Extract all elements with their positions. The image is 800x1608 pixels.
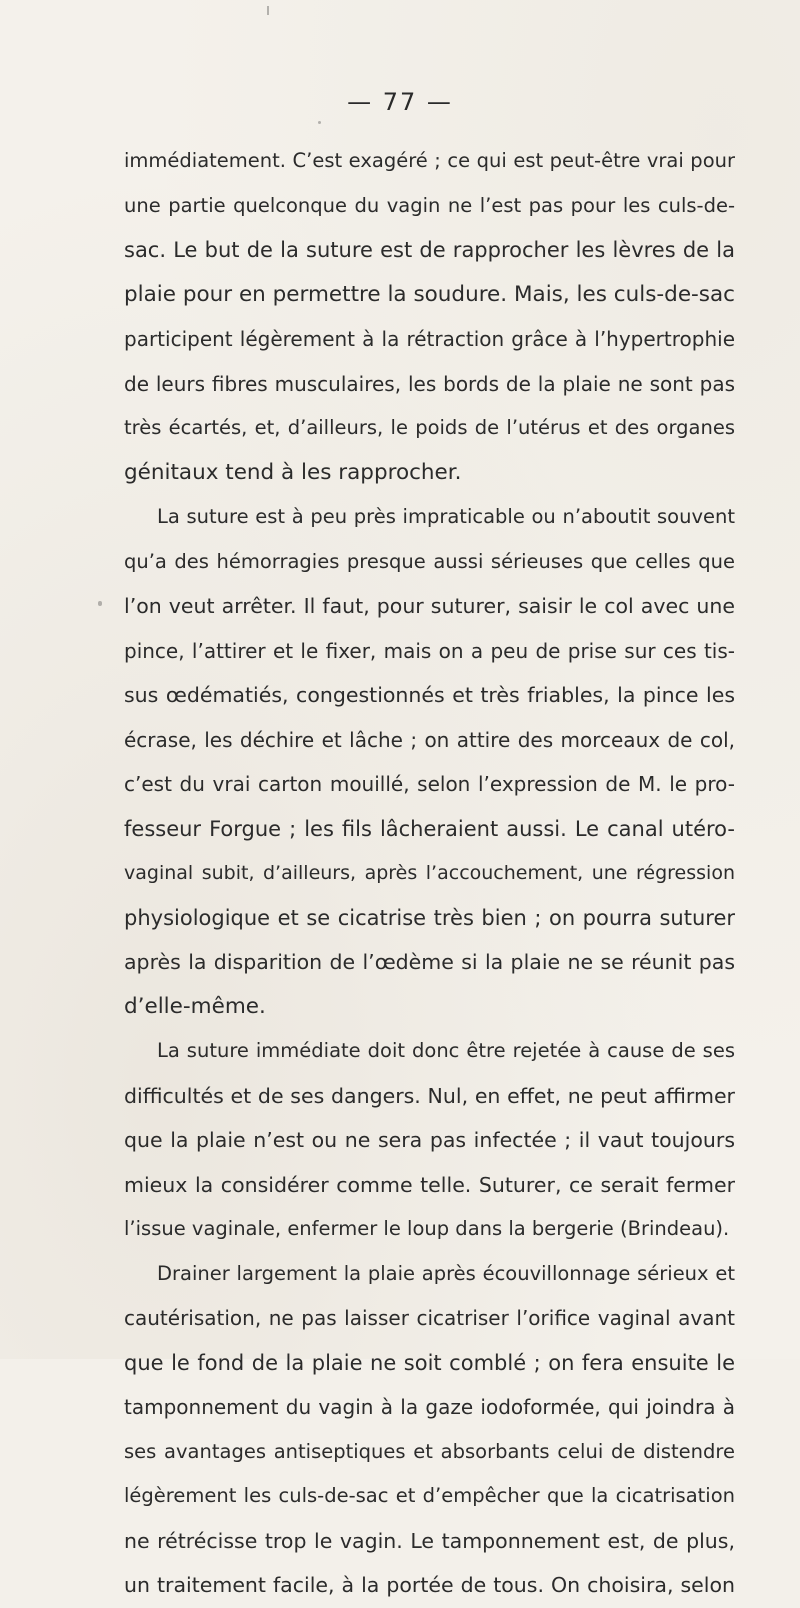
text-line: que la plaie n’est ou ne sera pas infectée ; il vaut toujours	[124, 1128, 735, 1152]
scan-speck	[267, 6, 269, 15]
text-line: immédiatement. C’est exagéré ; ce qui est peut-être vrai pour	[124, 149, 735, 172]
text-line: c’est du vrai carton mouillé, selon l’expression de M. le pro-	[124, 772, 735, 796]
text-line: participent légèrement à la rétraction grâce à l’hypertrophie	[124, 327, 735, 351]
text-line: une partie quelconque du vagin ne l’est pas pour les culs-de-	[124, 193, 735, 217]
text-line: plaie pour en permettre la soudure. Mais, les culs-de-sac	[124, 281, 735, 307]
text-line: physiologique et se cicatrise très bien ; on pourra suturer	[124, 905, 735, 930]
text-line: très écartés, et, d’ailleurs, le poids de l’utérus et des organes	[124, 416, 735, 439]
page-number: — 77 —	[347, 88, 453, 116]
text-line: tamponnement du vagin à la gaze iodoformée, qui joindra à	[124, 1395, 735, 1419]
text-line: vaginal subit, d’ailleurs, après l’accouchement, une régression	[124, 862, 735, 884]
text-line: après la disparition de l’œdème si la plaie ne se réunit pas	[124, 950, 735, 974]
text-line: de leurs fibres musculaires, les bords de la plaie ne sont pas	[124, 371, 735, 396]
text-line: un traitement facile, à la portée de tous. On choisira, selon	[124, 1573, 735, 1597]
text-line: génitaux tend à les rapprocher.	[124, 459, 462, 485]
body-text	[124, 139, 735, 1608]
text-line: qu’a des hémorragies presque aussi sérieuses que celles que	[124, 549, 735, 573]
text-line: l’on veut arrêter. Il faut, pour suturer, saisir le col avec une	[124, 594, 735, 618]
text-line: d’elle-même.	[124, 993, 266, 1019]
text-line: ne rétrécisse trop le vagin. Le tamponnement est, de plus,	[124, 1528, 735, 1553]
text-line: La suture est à peu près impraticable ou n’aboutit souvent	[157, 505, 735, 528]
text-line: fesseur Forgue ; les fils lâcheraient aussi. Le canal utéro-	[124, 816, 735, 841]
text-line: que le fond de la plaie ne soit comblé ; on fera ensuite le	[124, 1350, 735, 1375]
text-line: Drainer largement la plaie après écouvillonnage sérieux et	[157, 1261, 735, 1285]
text-line: cautérisation, ne pas laisser cicatriser l’orifice vaginal avant	[124, 1306, 735, 1330]
text-line: légèrement les culs-de-sac et d’empêcher que la cicatrisation	[124, 1484, 735, 1507]
text-line: ses avantages antiseptiques et absorbants celui de distendre	[124, 1439, 735, 1463]
scan-speck	[98, 601, 102, 606]
scan-speck	[318, 121, 321, 124]
text-line: difficultés et de ses dangers. Nul, en effet, ne peut affirmer	[124, 1083, 735, 1108]
text-line: écrase, les déchire et lâche ; on attire des morceaux de col,	[124, 727, 735, 752]
text-line: sus œdématiés, congestionnés et très friables, la pince les	[124, 683, 735, 707]
text-line: sac. Le but de la suture est de rapprocher les lèvres de la	[124, 238, 735, 262]
text-line: pince, l’attirer et le fixer, mais on a peu de prise sur ces tis-	[124, 638, 735, 663]
text-line: mieux la considérer comme telle. Suturer, ce serait fermer	[124, 1172, 735, 1197]
text-line: l’issue vaginale, enfermer le loup dans la bergerie (Brindeau).	[124, 1217, 730, 1240]
text-line: La suture immédiate doit donc être rejetée à cause de ses	[157, 1039, 735, 1062]
